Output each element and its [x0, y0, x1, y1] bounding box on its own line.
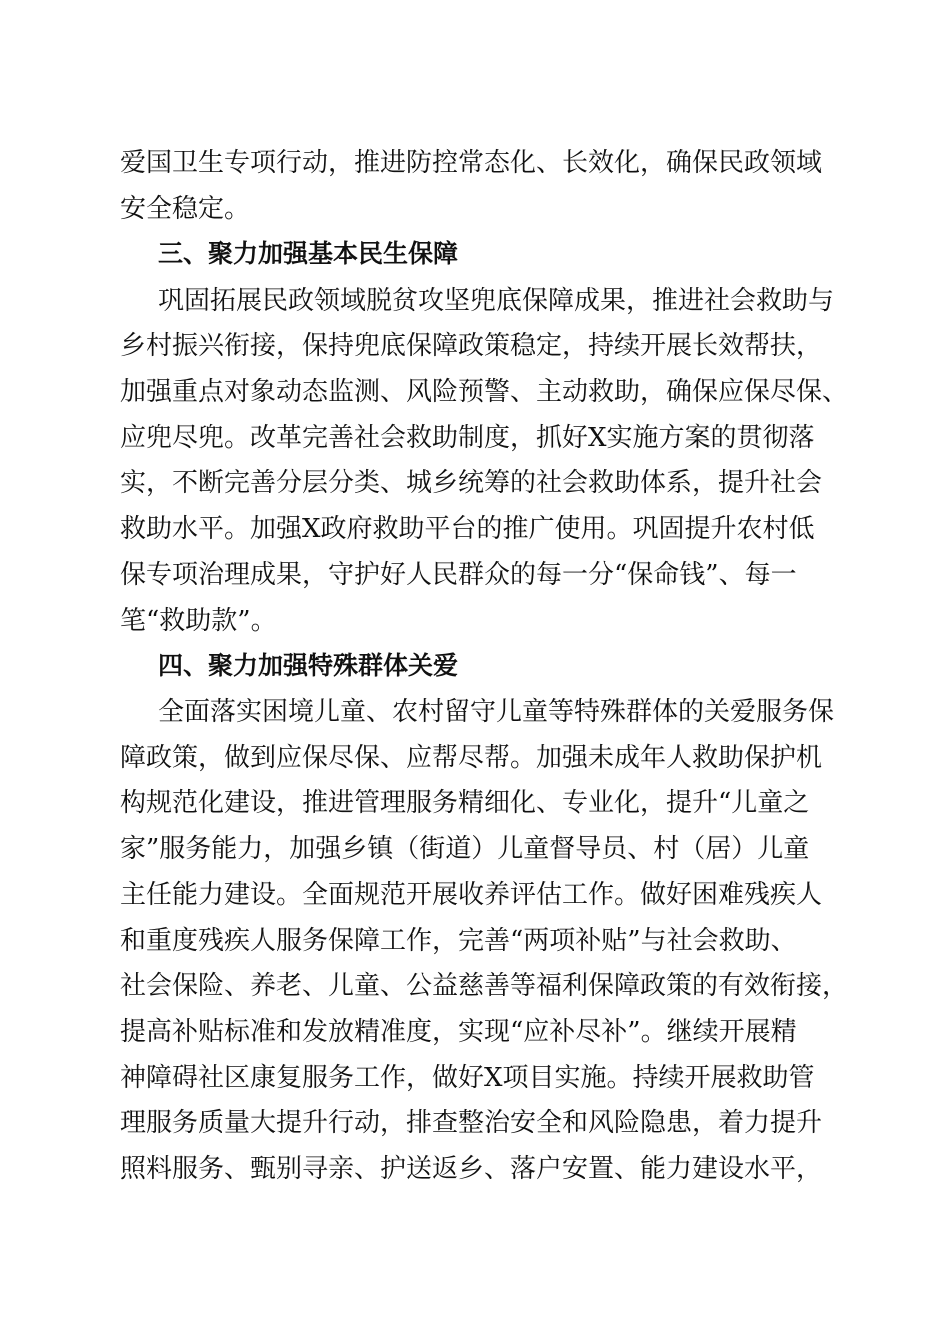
section-heading-3: 三、聚力加强基本民生保障	[158, 239, 459, 268]
paragraph-line: 加强重点对象动态监测、风险预警、主动救助，确保应保尽保、	[120, 377, 849, 407]
paragraph-line: 理服务质量大提升行动，排查整治安全和风险隐患，着力提升	[120, 1108, 823, 1138]
section-heading-4: 四、聚力加强特殊群体关爱	[158, 651, 459, 680]
paragraph-line: 构规范化建设，推进管理服务精细化、专业化，提升“儿童之	[120, 788, 810, 818]
paragraph-line: 和重度残疾人服务保障工作，完善“两项补贴”与社会救助、	[120, 926, 797, 956]
paragraph-line: 乡村振兴衔接，保持兜底保障政策稳定，持续开展长效帮扶，	[120, 331, 823, 361]
paragraph-line: 提高补贴标准和发放精准度，实现“应补尽补”。继续开展精	[120, 1017, 797, 1047]
paragraph-line: 应兜尽兜。改革完善社会救助制度，抓好X实施方案的贯彻落	[120, 423, 815, 453]
paragraph-line: 障政策，做到应保尽保、应帮尽帮。加强未成年人救助保护机	[120, 743, 823, 773]
paragraph-line: 爱国卫生专项行动，推进防控常态化、长效化，确保民政领域	[120, 148, 823, 178]
paragraph-line: 神障碍社区康复服务工作，做好X项目实施。持续开展救助管	[120, 1063, 815, 1093]
paragraph-line: 保专项治理成果，守护好人民群众的每一分“保命钱”、每一	[120, 560, 797, 590]
paragraph-line: 社会保险、养老、儿童、公益慈善等福利保障政策的有效衔接，	[120, 971, 849, 1001]
paragraph-line: 全面落实困境儿童、农村留守儿童等特殊群体的关爱服务保	[158, 697, 835, 727]
paragraph-line: 主任能力建设。全面规范开展收养评估工作。做好困难残疾人	[120, 880, 823, 910]
paragraph-line: 笔“救助款”。	[120, 606, 277, 636]
paragraph-line: 照料服务、甄别寻亲、护送返乡、落户安置、能力建设水平，	[120, 1154, 823, 1184]
paragraph-line: 救助水平。加强X政府救助平台的推广使用。巩固提升农村低	[120, 514, 815, 544]
paragraph-line: 家”服务能力，加强乡镇（街道）儿童督导员、村（居）儿童	[120, 834, 810, 864]
paragraph-line: 安全稳定。	[120, 194, 251, 224]
paragraph-line: 巩固拓展民政领域脱贫攻坚兜底保障成果，推进社会救助与	[158, 286, 835, 316]
paragraph-line: 实，不断完善分层分类、城乡统筹的社会救助体系，提升社会	[120, 468, 823, 498]
